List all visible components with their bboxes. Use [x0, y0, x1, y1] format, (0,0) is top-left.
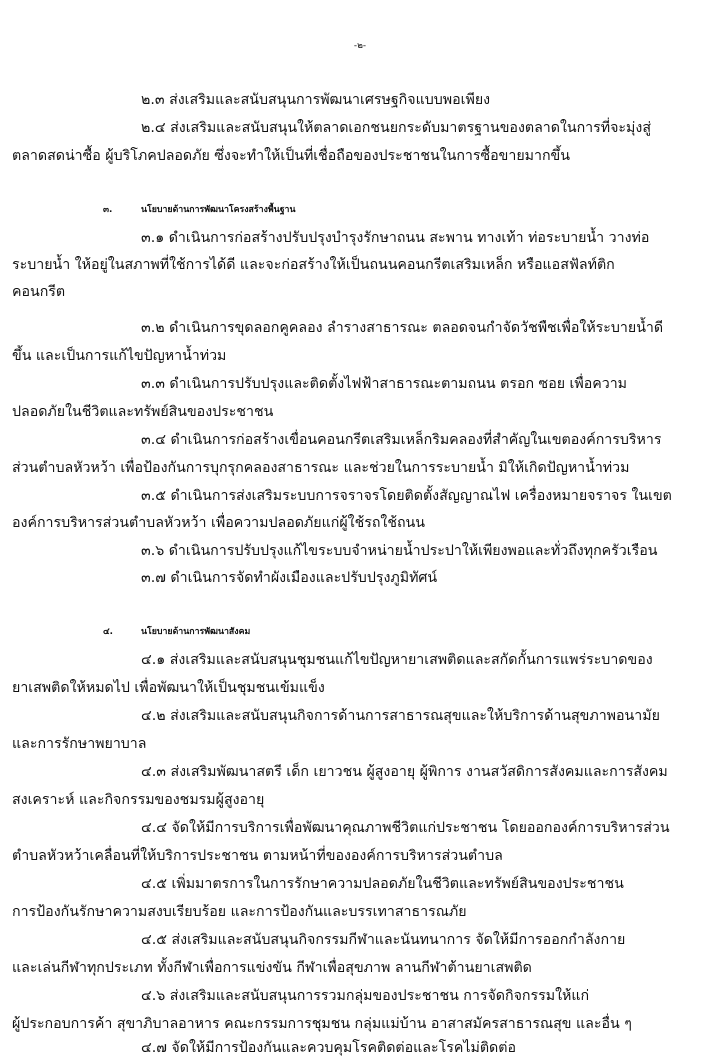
- item-3-4-line-2: ส่วนตำบลหัวหว้า เพื่อป้องกันการบุกรุกคลองสาธารณะ และช่วยในการระบายน้ำ มิให้เกิดปัญหาน้ำท่วม: [12, 460, 630, 476]
- item-3-1-line-1: ๓.๑ ดำเนินการก่อสร้างปรับปรุงบำรุงรักษาถนน สะพาน ทางเท้า ท่อระบายน้ำ วางท่อ: [141, 230, 650, 246]
- item-4-3-line-1: ๔.๓ ส่งเสริมพัฒนาสตรี เด็ก เยาวชน ผู้สูงอายุ ผู้พิการ งานสวัสดิการสังคมและการสังคม: [141, 764, 668, 780]
- section-4-number: ๔.: [103, 627, 113, 637]
- item-4-3-line-2: สงเคราะห์ และกิจกรรมของชมรมผู้สูงอายุ: [12, 792, 265, 808]
- item-3-4-line-1: ๓.๔ ดำเนินการก่อสร้างเขื่อนคอนกรีตเสริมเหล็กริมคลองที่สำคัญในเขตองค์การบริหาร: [141, 432, 662, 448]
- section-4-title: นโยบายด้านการพัฒนาสังคม: [141, 627, 251, 637]
- item-2-3: ๒.๓ ส่งเสริมและสนับสนุนการพัฒนาเศรษฐกิจแบบพอเพียง: [141, 92, 491, 108]
- item-3-1-line-2: ระบายน้ำ ให้อยู่ในสภาพที่ใช้การได้ดี และจะก่อสร้างให้เป็นถนนคอนกรีตเสริมเหล็ก หรือแอสฟัลท์ติก: [12, 257, 615, 273]
- item-3-3-line-1: ๓.๓ ดำเนินการปรับปรุงและติดตั้งไฟฟ้าสาธารณะตามถนน ตรอก ซอย เพื่อความ: [141, 376, 628, 392]
- item-4-1-line-2: ยาเสพติดให้หมดไป เพื่อพัฒนาให้เป็นชุมชนเข้มแข็ง: [12, 680, 325, 696]
- item-2-4-line-2: ตลาดสดน่าซื้อ ผู้บริโภคปลอดภัย ซึ่งจะทำให้เป็นที่เชื่อถือของประชาชนในการซื้อขายมากขึ้น: [12, 148, 570, 164]
- item-2-4-line-1: ๒.๔ ส่งเสริมและสนับสนุนให้ตลาดเอกชนยกระดับมาตรฐานของตลาดในการที่จะมุ่งสู่: [141, 120, 651, 136]
- item-3-1-line-3: คอนกรีต: [12, 284, 66, 300]
- item-4-5b-line-1: ๔.๕ ส่งเสริมและสนับสนุนกิจกรรมกีฬาและนันทนาการ จัดให้มีการออกกำลังกาย: [141, 932, 626, 948]
- item-4-5a-line-2: การป้องกันรักษาความสงบเรียบร้อย และการป้องกันและบรรเทาสาธารณภัย: [12, 904, 467, 920]
- page-number: -๒-: [353, 41, 367, 51]
- item-3-7: ๓.๗ ดำเนินการจัดทำผังเมืองและปรับปรุงภูมิทัศน์: [141, 570, 438, 586]
- item-3-2-line-2: ขึ้น และเป็นการแก้ไขปัญหาน้ำท่วม: [12, 348, 227, 364]
- item-3-2-line-1: ๓.๒ ดำเนินการขุดลอกคูคลอง ลำรางสาธารณะ ตลอดจนกำจัดวัชพืชเพื่อให้ระบายน้ำดี: [141, 320, 664, 336]
- item-4-4-line-2: ตำบลหัวหว้าเคลื่อนที่ให้บริการประชาชน ตามหน้าที่ขององค์การบริหารส่วนตำบล: [12, 848, 503, 864]
- item-4-4-line-1: ๔.๔ จัดให้มีการบริการเพื่อพัฒนาคุณภาพชีวิตแก่ประชาชน โดยออกองค์การบริหารส่วน: [141, 820, 670, 836]
- item-4-5b-line-2: และเล่นกีฬาทุกประเภท ทั้งกีฬาเพื่อการแข่งขัน กีฬาเพื่อสุขภาพ ลานกีฬาต้านยาเสพติด: [12, 960, 532, 976]
- item-4-2-line-2: และการรักษาพยาบาล: [12, 736, 147, 752]
- item-4-6-line-1: ๔.๖ ส่งเสริมและสนับสนุนการรวมกลุ่มของประชาชน การจัดกิจกรรมให้แก่: [141, 988, 590, 1004]
- item-4-6-line-2: ผู้ประกอบการค้า สุขาภิบาลอาหาร คณะกรรมการชุมชน กลุ่มแม่บ้าน อาสาสมัครสาธารณสุข และอื่น ๆ: [12, 1016, 632, 1032]
- item-3-3-line-2: ปลอดภัยในชีวิตและทรัพย์สินของประชาชน: [12, 404, 274, 420]
- section-3-title: นโยบายด้านการพัฒนาโครงสร้างพื้นฐาน: [141, 205, 296, 215]
- section-3-number: ๓.: [103, 205, 113, 215]
- item-3-6: ๓.๖ ดำเนินการปรับปรุงแก้ไขระบบจำหน่ายน้ำประปาให้เพียงพอและทั่วถึงทุกครัวเรือน: [141, 543, 658, 559]
- item-4-1-line-1: ๔.๑ ส่งเสริมและสนับสนุนชุมชนแก้ไขปัญหายาเสพติดและสกัดกั้นการแพร่ระบาดของ: [141, 652, 653, 668]
- item-4-7: ๔.๗ จัดให้มีการป้องกันและควบคุมโรคติดต่อและโรคไม่ติดต่อ: [141, 1040, 516, 1056]
- item-4-5a-line-1: ๔.๕ เพิ่มมาตรการในการรักษาความปลอดภัยในชีวิตและทรัพย์สินของประชาชน: [141, 876, 624, 892]
- item-4-2-line-1: ๔.๒ ส่งเสริมและสนับสนุนกิจการด้านการสาธารณสุขและให้บริการด้านสุขภาพอนามัย: [141, 708, 660, 724]
- item-3-5-line-1: ๓.๕ ดำเนินการส่งเสริมระบบการจราจรโดยติดตั้งสัญญาณไฟ เครื่องหมายจราจร ในเขต: [141, 488, 672, 504]
- item-3-5-line-2: องค์การบริหารส่วนตำบลหัวหว้า เพื่อความปลอดภัยแก่ผู้ใช้รถใช้ถนน: [12, 515, 425, 531]
